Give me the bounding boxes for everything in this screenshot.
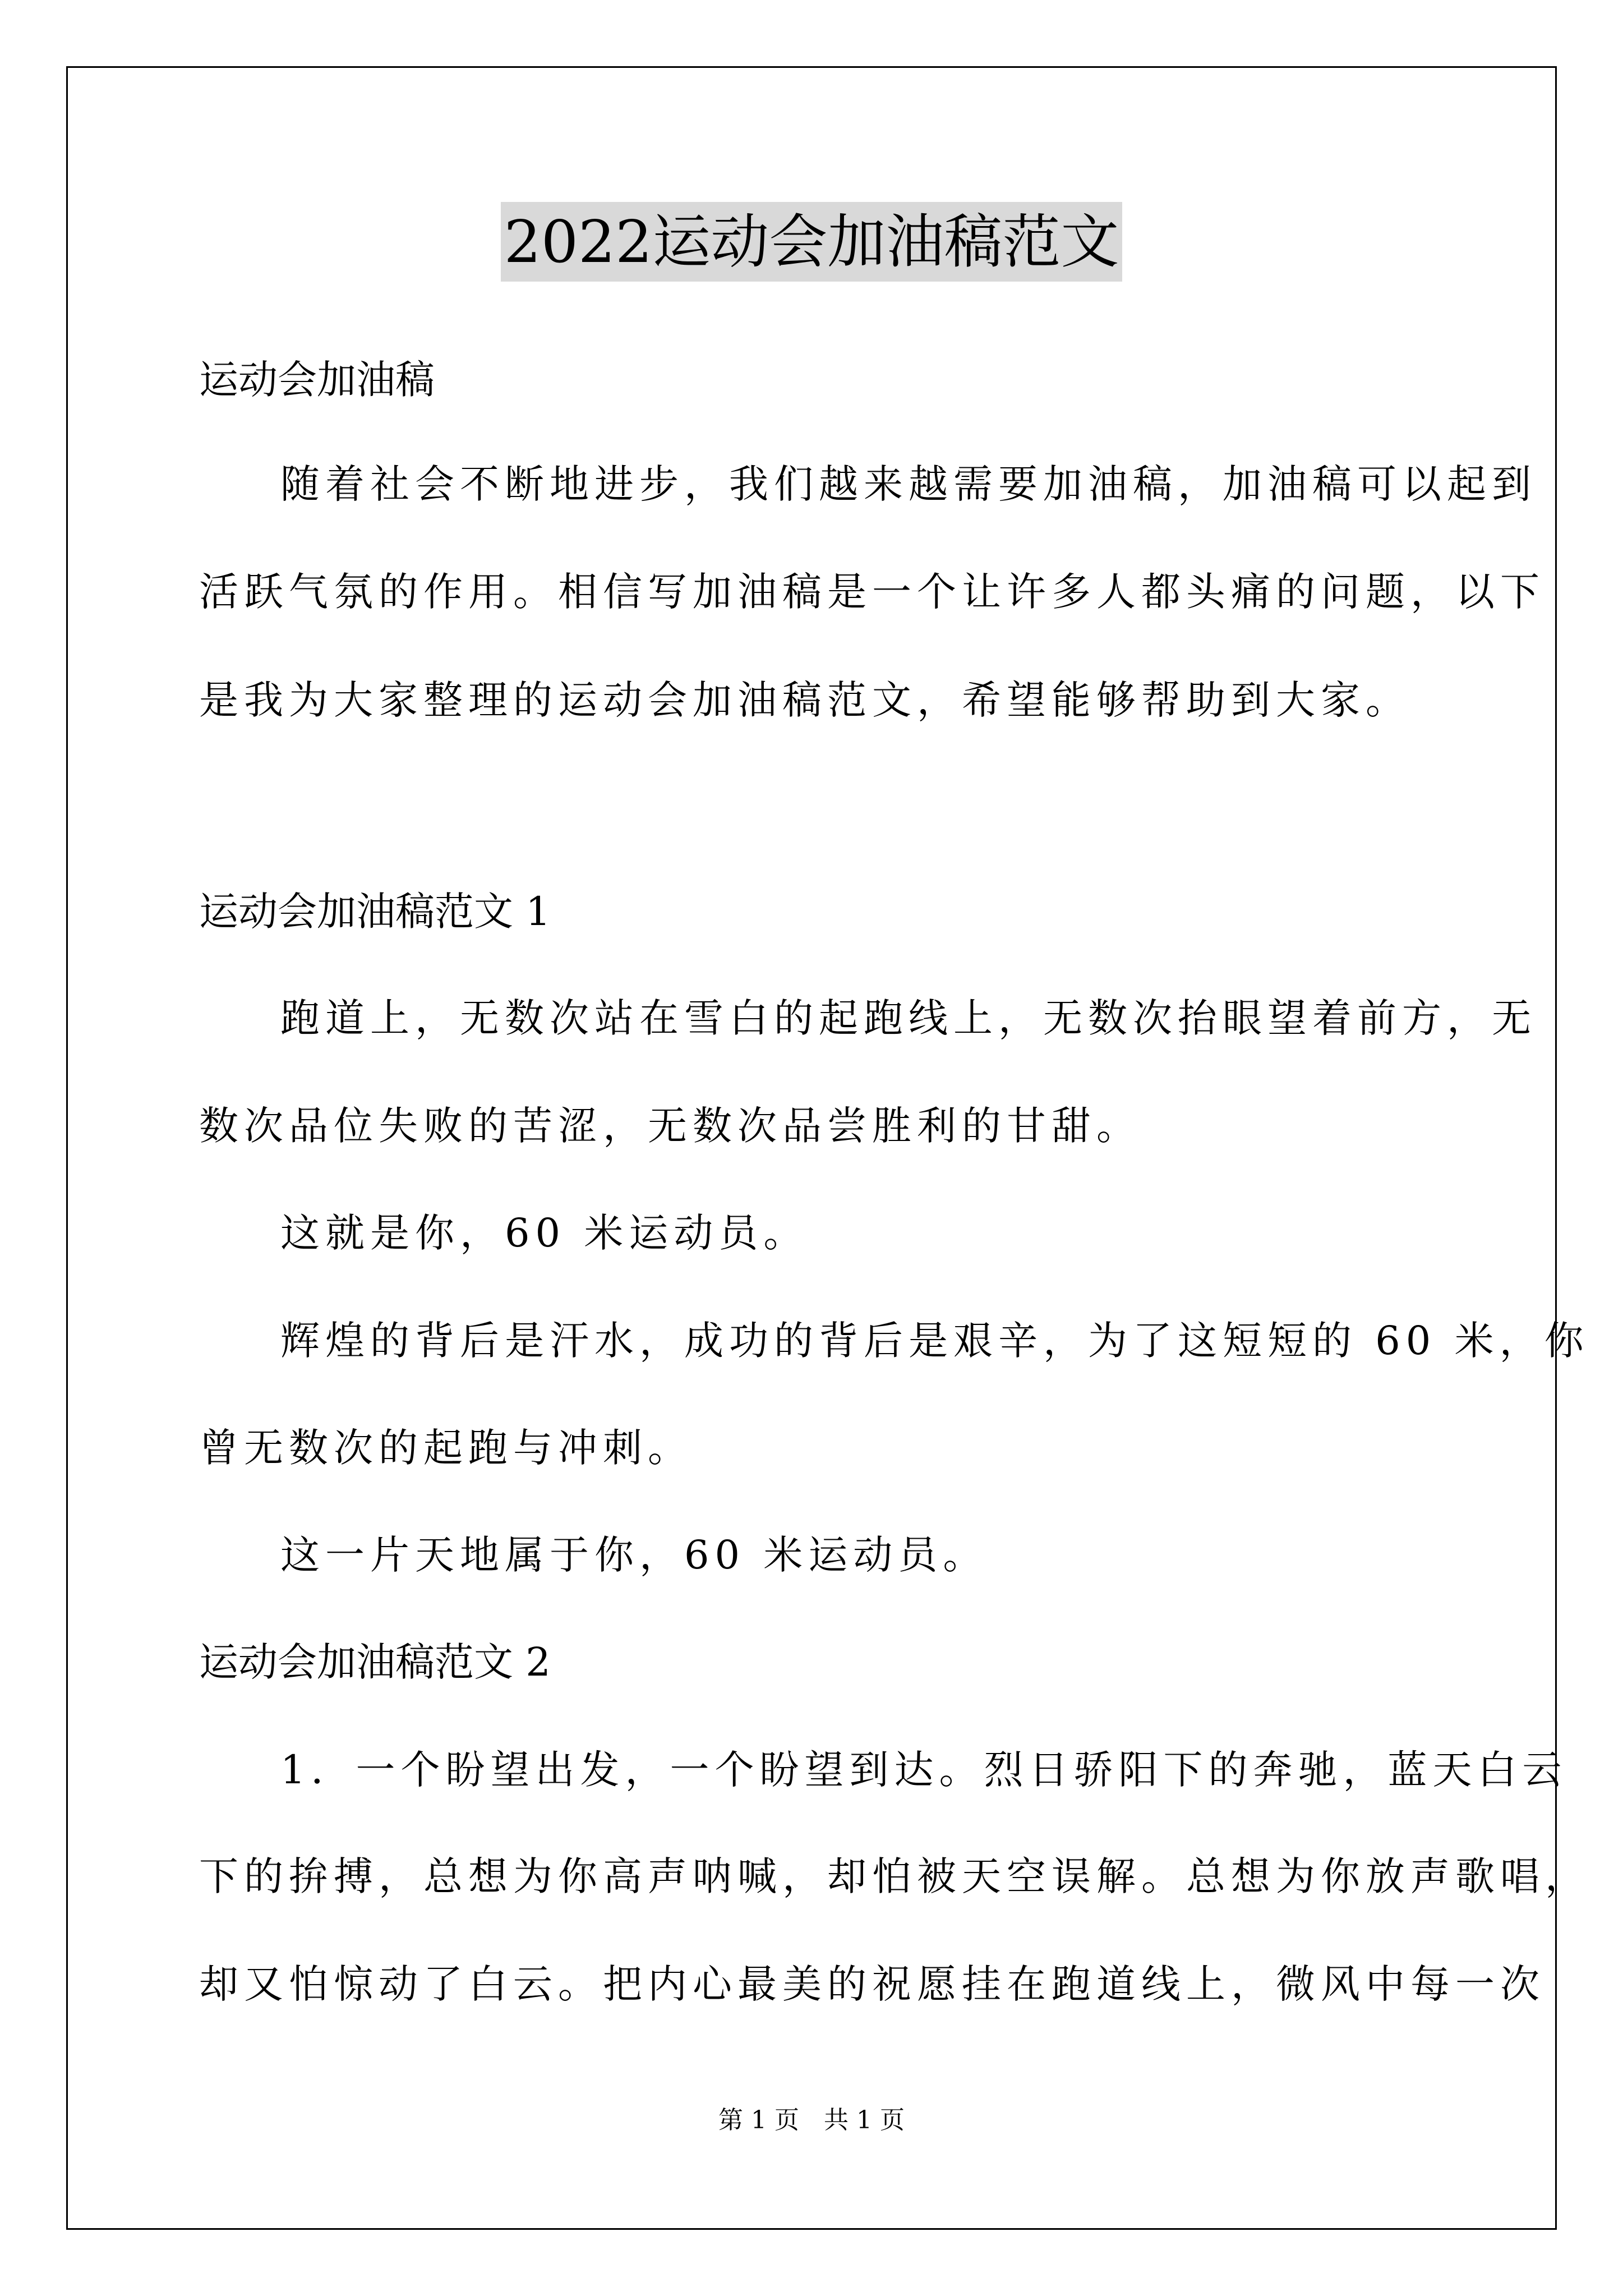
section-heading-1: 运动会加油稿范文 1 <box>199 889 551 935</box>
paragraph-line: 数次品位失败的苦涩，无数次品尝胜利的甘甜。 <box>199 1103 1141 1149</box>
document-title: 2022运动会加油稿范文 <box>501 202 1123 282</box>
paragraph-line: 随着社会不断地进步，我们越来越需要加油稿，加油稿可以起到 <box>280 461 1537 507</box>
page-footer: 第 1 页 共 1 页 <box>718 2106 905 2134</box>
title-container <box>0 202 1623 282</box>
paragraph-line: 却又怕惊动了白云。把内心最美的祝愿挂在跑道线上，微风中每一次 <box>199 1961 1545 2007</box>
paragraph-line: 1．一个盼望出发，一个盼望到达。烈日骄阳下的奔驰，蓝天白云 <box>280 1747 1567 1793</box>
paragraph-line: 活跃气氛的作用。相信写加油稿是一个让许多人都头痛的问题，以下 <box>199 569 1545 615</box>
heading-intro: 运动会加油稿 <box>199 357 435 403</box>
paragraph-line: 下的拚搏，总想为你高声呐喊，却怕被天空误解。总想为你放声歌唱， <box>199 1853 1590 1899</box>
paragraph-line: 曾无数次的起跑与冲刺。 <box>199 1425 693 1471</box>
paragraph-line: 这就是你，60 米运动员。 <box>280 1210 809 1256</box>
paragraph-line: 跑道上，无数次站在雪白的起跑线上，无数次抬眼望着前方，无 <box>280 995 1537 1041</box>
paragraph-line: 这一片天地属于你，60 米运动员。 <box>280 1532 988 1578</box>
paragraph-line: 辉煌的背后是汗水，成功的背后是艰辛，为了这短短的 60 米，你 <box>280 1318 1589 1364</box>
section-heading-2: 运动会加油稿范文 2 <box>199 1639 551 1685</box>
paragraph-line: 是我为大家整理的运动会加油稿范文，希望能够帮助到大家。 <box>199 677 1410 723</box>
